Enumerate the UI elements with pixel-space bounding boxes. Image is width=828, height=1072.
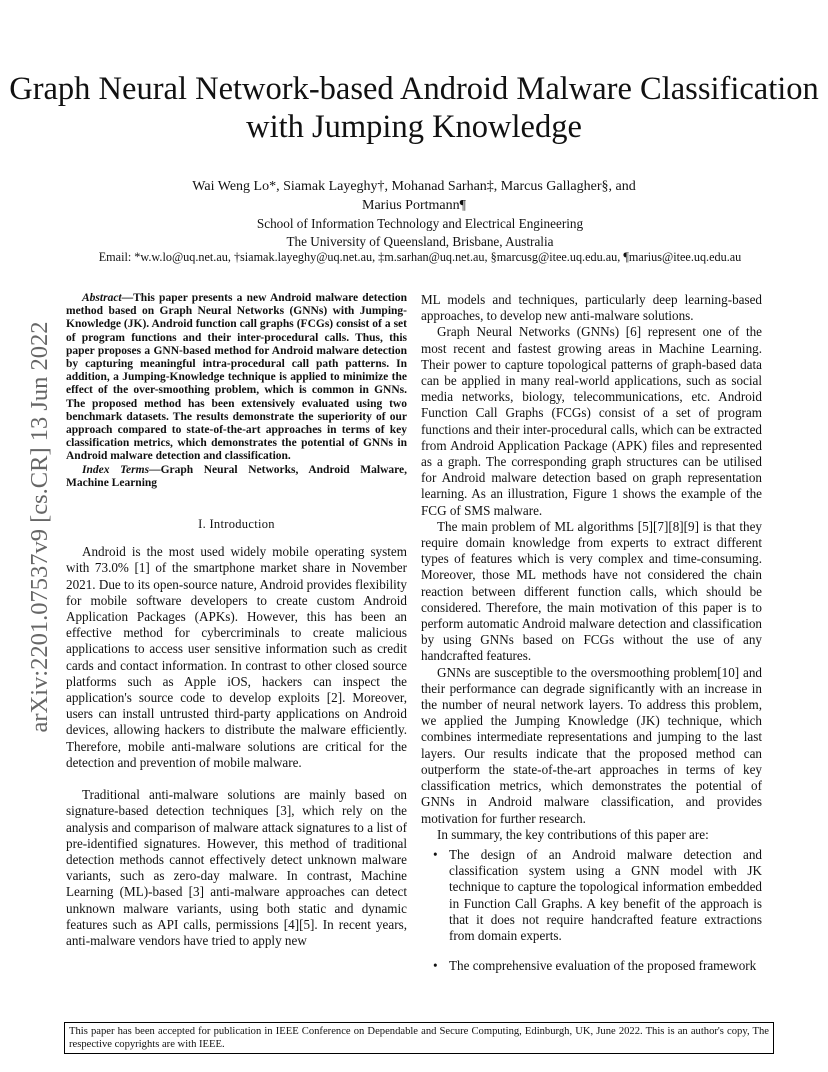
intro-paragraph-1: Android is the most used widely mobile operating system with 73.0% [1] of the smartphone market share in November 2021. Due to its open-source nature, Android provides flexibility for mobile software developers to create custom Android Application Packages (APKs). However, this has been an effective method for cybercriminals to create malicious applications to access user sensitive information such as credit cards and contact information. In contrast to other closed source platforms such as Apple iOS, hackers can inspect the application's source code to develop exploits [2]. Moreover, users can install untrusted third-party applications on Android devices, allowing hackers to distribute the malware efficiently. Therefore, mobile anti-malware solutions are critical for the detection and prevention of mobile malware.: [66, 544, 407, 770]
list-item: • The comprehensive evaluation of the proposed framework: [421, 958, 762, 974]
ml-problem-paragraph: The main problem of ML algorithms [5][7][8][9] is that they require domain knowledge from experts to extract different types of features which is very complex and time-consuming. Moreover, those ML methods have not considered the chain reaction between different function calls, which should be considered. Therefore, the main motivation of this paper is to perform automatic Android malware detection and classification by using GNNs based on FCGs without the use of any handcrafted features.: [421, 518, 762, 664]
abstract-label: Abstract: [82, 292, 122, 304]
list-item: • The design of an Android malware detection and classification system using a GNN model with JK technique to capture the topological information embedded in Function Call Graphs. A key benefit of the approach is that it does not require handcrafted feature extractions from domain experts.: [421, 847, 762, 944]
gnn-paragraph: Graph Neural Networks (GNNs) [6] represent one of the most recent and fastest growing areas in Machine Learning. Their power to capture topological patterns of graph-based data can be applied in many real-world applications, such as social media networks, biology, telecommunications, etc. Android Function Call Graphs (FCGs) consist of a set of program functions and their inter-procedural calls, which can be extracted from Android Application Package (APK) files and represented as a graph. The corresponding graph structures can be utilised for Android malware detection based on graph representation learning. As an illustration, Figure 1 shows the example of the FCG of SMS malware.: [421, 324, 762, 518]
section-heading: I. Introduction: [198, 517, 275, 532]
authors-line-2: Marius Portmann¶: [362, 197, 466, 213]
intro-paragraph-continued: ML models and techniques, particularly deep learning-based approaches, to develop new anti-malware solutions.: [421, 292, 762, 324]
publication-note: This paper has been accepted for publication in IEEE Conference on Dependable and Secure Computing, Edinburgh, UK, June 2022. This is an author's copy, The respective copyrights are with IEEE.: [64, 1022, 774, 1054]
index-terms: [66, 464, 407, 490]
affiliation-line-1: School of Information Technology and Electrical Engineering: [256, 216, 584, 231]
contributions-intro: In summary, the key contributions of this paper are:: [437, 826, 709, 842]
left-column: [66, 292, 407, 949]
paper-title: Graph Neural Network-based Android Malware Classification with Jumping Knowledge: [9, 71, 819, 145]
abstract: [66, 292, 407, 464]
arxiv-identifier: arXiv:2201.07537v9 [cs.CR] 13 Jun 2022: [26, 321, 53, 733]
author-list: [60, 178, 768, 215]
abstract-text: —This paper presents a new Android malware detection method based on Graph Neural Networks (GNNs) with Jumping-Knowledge (JK). Android function call graphs (FCGs) consist of a set of program functions and their inter-procedural calls. Thus, this paper proposes a GNN-based method for Android malware detection by capturing meaningful intra-procedural call path patterns. In addition, a Jumping-Knowledge technique is applied to minimize the effect of the over-smoothing problem, which is common in GNNs. The proposed method has been extensively evaluated using two benchmark datasets. The results demonstrate the superiority of our approach compared to state-of-the-art approaches in terms of key classification metrics, which demonstrates the potential of GNNs in Android malware detection and classification.: [66, 292, 407, 463]
index-terms-label: Index Terms: [82, 463, 150, 476]
arxiv-sidebar: [20, 292, 60, 762]
author-emails: Email: *w.w.lo@uq.net.au, †siamak.layeghy@uq.net.au, ‡m.sarhan@uq.net.au, §marcusg@itee.uq.edu.au, ¶marius@itee.uq.edu.au: [98, 250, 742, 264]
oversmoothing-paragraph: GNNs are susceptible to the oversmoothing problem[10] and their performance can degrade significantly with an increase in the number of neural network layers. To address this problem, we applied the Jumping Knowledge (JK) technique, which combines intermediate representations and jumping to the last layers. Our results indicate that the proposed method can outperform the state-of-the-art approaches in terms of key classification metrics, which demonstrates the potential of GNNs in Android malware classification, and provides motivation for further research.: [421, 664, 762, 826]
right-column: [421, 292, 762, 988]
intro-paragraph-2: Traditional anti-malware solutions are mainly based on signature-based detection techniques [3], which rely on the analysis and comparison of malware attack signatures to a list of pre-identified signatures. However, this method of traditional detection methods cannot effectively detect unknown malware variants, such as zero-day malware. In contrast, Machine Learning (ML)-based [3] anti-malware approaches can detect unknown malware variants, using both static and dynamic features such as API calls, permissions [4][5]. In recent years, anti-malware vendors have tried to apply new: [66, 787, 407, 948]
authors-line-1: Wai Weng Lo*, Siamak Layeghy†, Mohanad Sarhan‡, Marcus Gallagher§, and: [192, 179, 636, 194]
index-terms-text: —Graph Neural Networks, Android Malware, Machine Learning: [66, 463, 407, 489]
contributions-list: [421, 847, 762, 974]
affiliation-line-2: The University of Queensland, Brisbane, Australia: [286, 233, 554, 249]
affiliation: [40, 215, 800, 250]
